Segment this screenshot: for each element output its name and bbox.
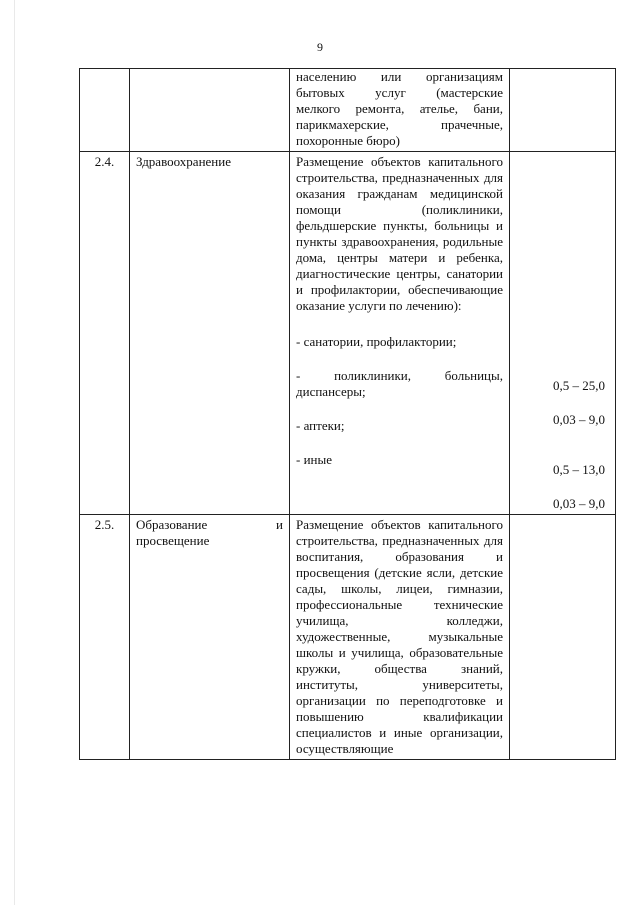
desc-line: парикмахерские, прачечные, [296, 117, 503, 132]
row-description [290, 152, 510, 515]
desc-line: мелкого ремонта, ателье, бани, [296, 101, 503, 116]
list-item: - поликлиники, больницы, диспансеры; [296, 368, 503, 399]
row-name [130, 515, 290, 760]
cell-name [130, 69, 290, 152]
value-range: 0,03 – 9,0 [553, 496, 605, 511]
row-name-part: просвещение [136, 533, 210, 548]
list-item: - санатории, профилактории; [296, 334, 457, 349]
value-range: 0,5 – 13,0 [553, 462, 605, 477]
desc-line: бытовых услуг (мастерские [296, 85, 503, 100]
row-number: 2.5. [80, 515, 130, 760]
row-name-part: Образование [136, 517, 208, 532]
row-name-part: и [276, 517, 283, 532]
value-range: 0,5 – 25,0 [553, 378, 605, 393]
row-description: Размещение объектов капитального строительства, предназначенных для воспитания, образования и просвещения (детские ясли, детские сады, школы, лицеи, гимназии, профессиональные технические училища, колледжи, художественные, музыкальные школы и училища, образовательные кружки, общества знаний, институты, университеты, организации по переподготовке и повышению квалификации специалистов и иные организации, осуществляющие [290, 515, 510, 760]
description-intro: Размещение объектов капитального строительства, предназначенных для оказания гражданам медицинской помощи (поликлиники, фельдшерские пункты, больницы и пункты здравоохранения, родильные дома, центры матери и ребенка, диагностические центры, санатории и профилактории, обеспечивающие оказание услуги по лечению): [296, 154, 503, 313]
scan-edge [14, 0, 15, 905]
list-item: - аптеки; [296, 418, 345, 433]
cell-num [80, 69, 130, 152]
row-name: Здравоохранение [130, 152, 290, 515]
page-number: 9 [317, 40, 323, 54]
desc-line: похоронные бюро) [296, 133, 400, 148]
cell-desc-continuation [290, 69, 510, 152]
value-range: 0,03 – 9,0 [553, 412, 605, 427]
table-row-healthcare [80, 152, 616, 515]
row-number: 2.4. [80, 152, 130, 515]
desc-line: населению или организациям [296, 69, 503, 84]
row-values [510, 152, 616, 515]
row-values [510, 515, 616, 760]
table-row-education [80, 515, 616, 760]
list-item: - иные [296, 452, 332, 467]
cell-value [510, 69, 616, 152]
table-row-continuation [80, 69, 616, 152]
land-use-table [79, 68, 616, 760]
